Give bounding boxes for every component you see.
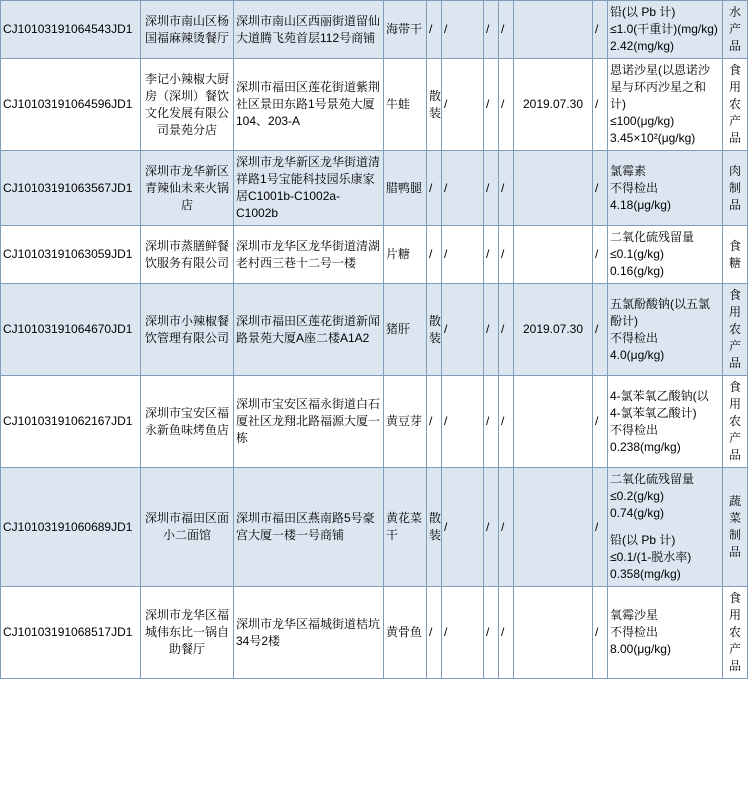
sample-code-cell: CJ10103191068517JD1 <box>1 587 141 679</box>
specification-cell: 散装 <box>427 59 442 151</box>
entity-name-cell: 深圳市小辣椒餐饮管理有限公司 <box>141 284 234 376</box>
sample-code-cell: CJ10103191063059JD1 <box>1 226 141 284</box>
sample-code-cell: CJ10103191060689JD1 <box>1 468 141 587</box>
field-1-cell: / <box>484 587 499 679</box>
address-cell: 深圳市福田区莲花街道新闻路景苑大厦A座二楼A1A2 <box>234 284 384 376</box>
product-name-cell: 猪肝 <box>384 284 427 376</box>
category-label: 食用农产品 <box>728 380 741 462</box>
category-cell <box>723 468 748 587</box>
production-date-cell <box>514 376 593 468</box>
inspection-result-cell <box>608 376 723 468</box>
table-row <box>1 468 748 587</box>
category-cell <box>723 59 748 151</box>
field-1-cell: / <box>484 284 499 376</box>
batch-cell: / <box>442 587 484 679</box>
field-3-cell: / <box>593 468 608 587</box>
table-row <box>1 226 748 284</box>
product-name-cell: 黄豆芽 <box>384 376 427 468</box>
entity-name-cell: 李记小辣椒大厨房（深圳）餐饮文化发展有限公司景苑分店 <box>141 59 234 151</box>
result-item: 二氧化硫残留量 ≤0.1(g/kg) 0.16(g/kg) <box>610 230 695 278</box>
entity-name-cell: 深圳市龙华新区青辣仙未来火锅店 <box>141 151 234 226</box>
category-label: 肉制品 <box>728 163 741 212</box>
field-3-cell: / <box>593 376 608 468</box>
address-cell: 深圳市龙华新区龙华街道清祥路1号宝能科技园乐康家居C1001b-C1002a-C1002b <box>234 151 384 226</box>
entity-name-cell: 深圳市蒸膳鲜餐饮服务有限公司 <box>141 226 234 284</box>
field-2-cell: / <box>499 59 514 151</box>
specification-cell: / <box>427 226 442 284</box>
batch-cell: / <box>442 376 484 468</box>
inspection-result-cell <box>608 1 723 59</box>
inspection-result-cell <box>608 59 723 151</box>
field-1-cell: / <box>484 59 499 151</box>
product-name-cell: 黄花菜干 <box>384 468 427 587</box>
batch-cell: / <box>442 226 484 284</box>
result-item: 氧霉沙星 不得检出 8.00(μg/kg) <box>610 608 671 656</box>
field-1-cell: / <box>484 468 499 587</box>
category-label: 食糖 <box>728 238 741 270</box>
result-item: 4-氯苯氧乙酸钠(以 4-氯苯氧乙酸计) 不得检出 0.238(mg/kg) <box>610 388 709 454</box>
production-date-cell <box>514 587 593 679</box>
inspection-result-cell <box>608 226 723 284</box>
field-3-cell: / <box>593 59 608 151</box>
product-name-cell: 牛蛙 <box>384 59 427 151</box>
address-cell: 深圳市龙华区龙华街道清湖老村西三巷十二号一楼 <box>234 226 384 284</box>
entity-name-cell: 深圳市龙华区福城伟东比一锅自助餐厅 <box>141 587 234 679</box>
production-date-cell: 2019.07.30 <box>514 59 593 151</box>
field-1-cell: / <box>484 226 499 284</box>
table-row <box>1 59 748 151</box>
field-2-cell: / <box>499 468 514 587</box>
field-3-cell: / <box>593 1 608 59</box>
address-cell: 深圳市龙华区福城街道桔坑34号2楼 <box>234 587 384 679</box>
category-cell <box>723 376 748 468</box>
address-cell: 深圳市福田区莲花街道紫荆社区景田东路1号景苑大厦104、203-A <box>234 59 384 151</box>
entity-name-cell: 深圳市南山区杨国福麻辣烫餐厅 <box>141 1 234 59</box>
category-cell <box>723 1 748 59</box>
production-date-cell <box>514 151 593 226</box>
result-item: 铅(以 Pb 计) ≤0.1/(1-脱水率) 0.358(mg/kg) <box>610 533 692 581</box>
field-1-cell: / <box>484 151 499 226</box>
inspection-result-cell <box>608 151 723 226</box>
result-item: 铅(以 Pb 计) ≤1.0(干重计)(mg/kg) 2.42(mg/kg) <box>610 5 718 53</box>
category-cell <box>723 226 748 284</box>
sample-code-cell: CJ10103191064596JD1 <box>1 59 141 151</box>
production-date-cell: 2019.07.30 <box>514 284 593 376</box>
sample-code-cell: CJ10103191064670JD1 <box>1 284 141 376</box>
field-3-cell: / <box>593 151 608 226</box>
batch-cell: / <box>442 1 484 59</box>
field-2-cell: / <box>499 284 514 376</box>
field-3-cell: / <box>593 226 608 284</box>
batch-cell: / <box>442 151 484 226</box>
address-cell: 深圳市南山区西丽街道留仙大道腾飞苑首层112号商铺 <box>234 1 384 59</box>
production-date-cell <box>514 226 593 284</box>
result-item: 五氯酚酸钠(以五氯酚计) 不得检出 4.0(μg/kg) <box>610 296 710 362</box>
table-row <box>1 1 748 59</box>
address-cell: 深圳市宝安区福永街道白石厦社区龙翔北路福源大厦一栋 <box>234 376 384 468</box>
result-item: 二氧化硫残留量 ≤0.2(g/kg) 0.74(g/kg) <box>610 472 695 520</box>
field-1-cell: / <box>484 1 499 59</box>
table-row <box>1 376 748 468</box>
specification-cell: 散装 <box>427 468 442 587</box>
batch-cell: / <box>442 284 484 376</box>
product-name-cell: 海带干 <box>384 1 427 59</box>
batch-cell: / <box>442 59 484 151</box>
production-date-cell <box>514 1 593 59</box>
category-cell <box>723 151 748 226</box>
sample-code-cell: CJ10103191063567JD1 <box>1 151 141 226</box>
category-cell <box>723 284 748 376</box>
result-item: 氯霉素 不得检出 4.18(μg/kg) <box>610 163 671 212</box>
category-label: 食用农产品 <box>728 63 741 145</box>
field-2-cell: / <box>499 376 514 468</box>
inspection-result-cell <box>608 587 723 679</box>
sample-code-cell: CJ10103191064543JD1 <box>1 1 141 59</box>
category-label: 水产品 <box>728 5 741 53</box>
category-label: 食用农产品 <box>728 591 741 673</box>
inspection-result-cell <box>608 284 723 376</box>
product-name-cell: 片糖 <box>384 226 427 284</box>
category-cell <box>723 587 748 679</box>
specification-cell: / <box>427 1 442 59</box>
field-3-cell: / <box>593 587 608 679</box>
entity-name-cell: 深圳市福田区面小二面馆 <box>141 468 234 587</box>
specification-cell: / <box>427 376 442 468</box>
table-row <box>1 587 748 679</box>
product-name-cell: 腊鸭腿 <box>384 151 427 226</box>
address-cell: 深圳市福田区燕南路5号豪宫大厦一楼一号商铺 <box>234 468 384 587</box>
table-row <box>1 284 748 376</box>
field-1-cell: / <box>484 376 499 468</box>
table-row <box>1 151 748 226</box>
production-date-cell <box>514 468 593 587</box>
field-3-cell: / <box>593 284 608 376</box>
specification-cell: / <box>427 151 442 226</box>
field-2-cell: / <box>499 151 514 226</box>
specification-cell: / <box>427 587 442 679</box>
field-2-cell: / <box>499 587 514 679</box>
result-item: 恩诺沙星(以恩诺沙星与环丙沙星之和计) ≤100(μg/kg) 3.45×10²(μg/kg) <box>610 63 710 145</box>
category-label: 食用农产品 <box>728 288 741 370</box>
sample-code-cell: CJ10103191062167JD1 <box>1 376 141 468</box>
field-2-cell: / <box>499 1 514 59</box>
product-name-cell: 黄骨鱼 <box>384 587 427 679</box>
specification-cell: 散装 <box>427 284 442 376</box>
category-label: 蔬菜制品 <box>728 494 741 559</box>
batch-cell: / <box>442 468 484 587</box>
field-2-cell: / <box>499 226 514 284</box>
table-body <box>1 1 748 679</box>
entity-name-cell: 深圳市宝安区福永新鱼味烤鱼店 <box>141 376 234 468</box>
inspection-result-cell <box>608 468 723 587</box>
